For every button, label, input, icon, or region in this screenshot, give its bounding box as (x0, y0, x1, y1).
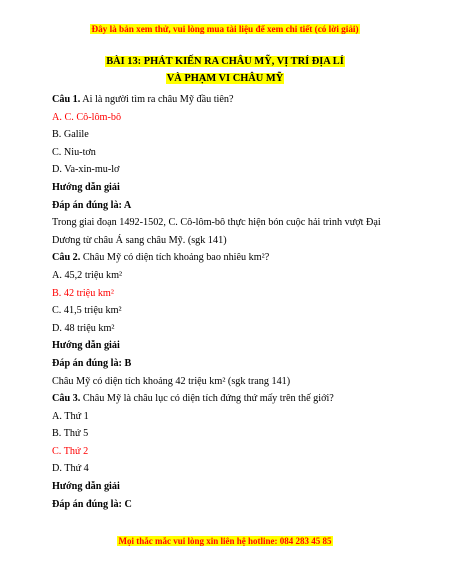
title-line-1 (0, 56, 450, 67)
preview-notice-text: Đây là bản xem thử, vui lòng mua tài liệu để xem chi tiết (có lời giải) (91, 24, 359, 34)
option-3c: C. Thứ 2 (52, 445, 89, 457)
guide-heading-3: Hướng dẫn giải (52, 481, 120, 493)
option-3a: A. Thứ 1 (52, 410, 89, 422)
explanation-2-line-1: Châu Mỹ có diện tích khoảng 42 triệu km² (sgk trang 141) (52, 375, 291, 387)
hotline-text: Mọi thắc mắc vui lòng xin liên hệ hotline: 084 283 45 85 (118, 536, 332, 546)
question-3 (52, 390, 402, 408)
answer-2: Đáp án đúng là: B (52, 357, 132, 369)
explanation-1-line-1: Trong giai đoạn 1492-1502, C. Cô-lôm-bô thực hiện bón cuộc hải trình vượt Đại (52, 217, 381, 229)
title-line-2 (0, 73, 450, 84)
option-3b: B. Thứ 5 (52, 428, 89, 440)
question-2 (52, 249, 402, 267)
answer-3: Đáp án đúng là: C (52, 498, 132, 510)
option-2d: D. 48 triệu km² (52, 322, 115, 334)
question-list (52, 91, 402, 513)
hotline-footer (0, 536, 450, 546)
option-2b: B. 42 triệu km² (52, 287, 114, 299)
question-text: Ai là người tìm ra châu Mỹ đầu tiên? (82, 94, 234, 105)
option-1a: A. C. Cô-lôm-bô (52, 111, 122, 123)
answer-1: Đáp án đúng là: A (52, 199, 132, 211)
guide-heading-1: Hướng dẫn giải (52, 181, 120, 193)
question-label: Câu 1. (52, 94, 81, 105)
explanation-1-line-2: Dương từ châu Á sang châu Mỹ. (sgk 141) (52, 234, 227, 246)
question-label: Câu 3. (52, 393, 81, 405)
option-2a: A. 45,2 triệu km² (52, 269, 123, 281)
question-text: Châu Mỹ có diện tích khoảng bao nhiêu km²? (82, 252, 270, 264)
preview-notice (0, 24, 450, 34)
option-2c: C. 41,5 triệu km² (52, 305, 122, 317)
guide-heading-2: Hướng dẫn giải (52, 340, 120, 352)
option-1b: B. Galile (52, 129, 89, 141)
title-text-2: VÀ PHẠM VI CHÂU MỸ (166, 73, 284, 84)
option-1c: C. Niu-tơn (52, 146, 96, 158)
option-3d: D. Thứ 4 (52, 463, 89, 475)
question-text: Châu Mỹ là châu lục có diện tích đứng thứ mấy trên thế giới? (82, 393, 334, 405)
question-label: Câu 2. (52, 252, 81, 264)
option-1d: D. Va-xin-mu-lơ (52, 164, 120, 176)
question-1 (52, 91, 402, 109)
title-text-1: BÀI 13: PHÁT KIẾN RA CHÂU MỸ, VỊ TRÍ ĐỊA LÍ (106, 56, 344, 67)
